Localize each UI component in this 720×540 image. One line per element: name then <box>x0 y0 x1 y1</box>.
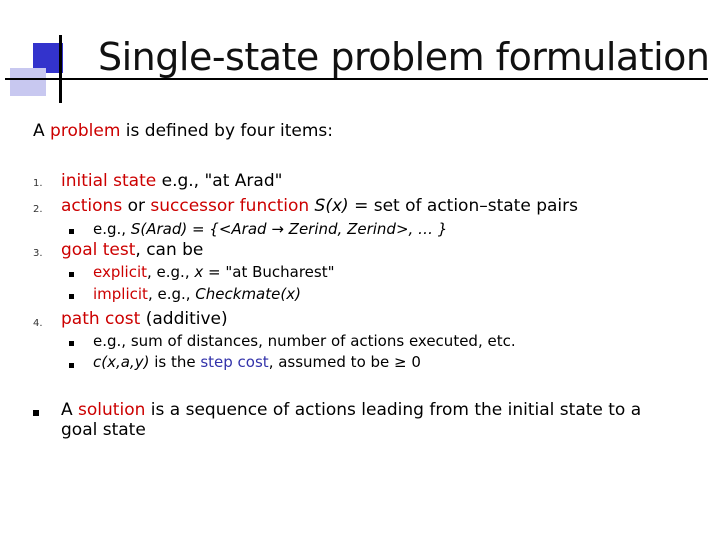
solution-line-1: A solution is a sequence of actions leading from the initial state to a <box>61 400 642 420</box>
sub-step-cost: c(x,a,y) is the step cost, assumed to be ≥ 0 <box>93 353 421 371</box>
item-number-2: 2. <box>33 204 43 215</box>
bullet-marker <box>33 410 39 416</box>
term-problem: problem <box>50 121 121 141</box>
sub-implicit: implicit, e.g., Checkmate(x) <box>93 285 301 303</box>
item-goal-test: goal test, can be <box>61 240 204 260</box>
term-step-cost: step cost <box>200 353 269 371</box>
solution-line-2: goal state <box>61 420 146 440</box>
bullet-marker <box>69 229 74 234</box>
bullet-marker <box>69 363 74 368</box>
item-path-cost: path cost (additive) <box>61 309 228 329</box>
term-successor-function: successor function <box>150 196 310 216</box>
arrow-icon: → <box>271 220 284 238</box>
term-goal-test: goal test <box>61 240 136 260</box>
intro-line: A problem is defined by four items: <box>33 121 333 141</box>
bullet-marker <box>69 272 74 277</box>
item-initial-state: initial state e.g., "at Arad" <box>61 171 283 191</box>
item-actions: actions or successor function S(x) = set of action–state pairs <box>61 196 578 216</box>
item-number-3: 3. <box>33 248 43 259</box>
slide-title: Single-state problem formulation <box>98 35 710 79</box>
term-path-cost: path cost <box>61 309 141 329</box>
sub-path-cost-example: e.g., sum of distances, number of actions executed, etc. <box>93 332 516 350</box>
term-solution: solution <box>78 400 146 420</box>
sub-explicit: explicit, e.g., x = "at Bucharest" <box>93 263 335 281</box>
term-initial-state: initial state <box>61 171 157 191</box>
item-number-4: 4. <box>33 318 43 329</box>
bullet-marker <box>69 294 74 299</box>
term-actions: actions <box>61 196 123 216</box>
decor-square-light <box>10 68 46 96</box>
bullet-marker <box>69 341 74 346</box>
item-number-1: 1. <box>33 178 43 189</box>
sub-successor-example: e.g., S(Arad) = {<Arad → Zerind, Zerind>, … } <box>93 220 448 238</box>
decor-vertical-line <box>59 35 62 103</box>
